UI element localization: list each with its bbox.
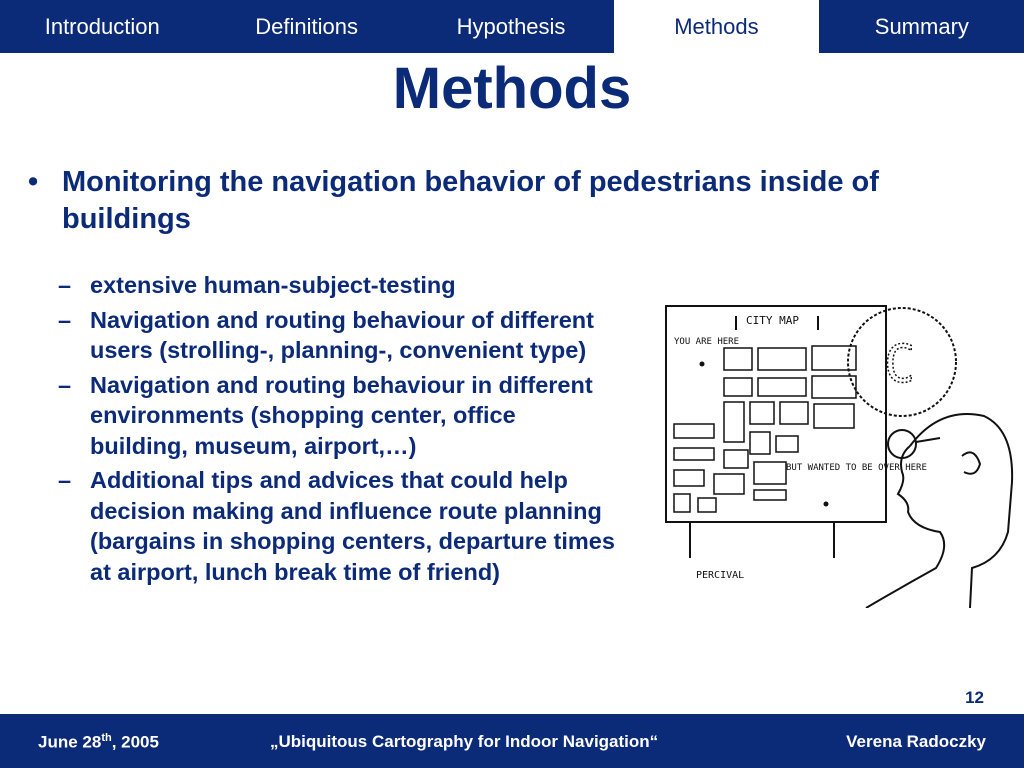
sub-bullet-list (56, 270, 616, 591)
sub-bullet-item (56, 305, 616, 366)
sub-bullet-text: Navigation and routing behaviour in different environments (shopping center, office building, museum, airport,…) (90, 371, 593, 459)
city-map-cartoon (640, 296, 1024, 608)
dash-marker: – (58, 272, 72, 298)
sub-bullet-text: Additional tips and advices that could help decision making and influence route planning (bargains in shopping centers, departure times at airport, lunch break time of friend) (90, 467, 615, 585)
footer-bar (0, 714, 1024, 768)
tab-definitions[interactable]: Definitions (255, 14, 358, 39)
main-bullet (28, 164, 998, 238)
sub-bullet-item (56, 370, 616, 462)
sub-bullet-item (56, 465, 616, 587)
dash-marker: – (58, 371, 72, 398)
sub-bullet-text: Navigation and routing behaviour of different users (strolling-, planning-, convenient type) (90, 306, 594, 363)
you-are-here-label: YOU ARE HERE (674, 337, 740, 347)
tab-introduction[interactable]: Introduction (44, 14, 160, 39)
page-number: 12 (965, 688, 984, 707)
artist-signature: PERCIVAL (696, 570, 745, 581)
top-navigation (0, 0, 1024, 53)
dash-marker: – (58, 306, 72, 333)
big-letter-c: C (884, 335, 916, 395)
main-bullet-text: Monitoring the navigation behavior of pedestrians inside of buildings (62, 166, 879, 235)
but-wanted-label: BUT WANTED TO BE OVER HERE (786, 463, 927, 473)
bullet-marker: • (28, 166, 39, 198)
footer-title: „Ubiquitous Cartography for Indoor Navigation“ (270, 732, 659, 751)
sub-bullet-text: extensive human-subject-testing (90, 272, 456, 298)
slide-title: Methods (392, 56, 632, 121)
tab-summary[interactable]: Summary (874, 14, 969, 39)
dash-marker: – (58, 467, 72, 493)
tab-hypothesis[interactable]: Hypothesis (456, 14, 566, 39)
map-sign-title: CITY MAP (746, 314, 799, 327)
footer-date: June 28th, 2005 (38, 732, 159, 752)
tab-methods[interactable]: Methods (613, 0, 819, 53)
footer-author: Verena Radoczky (846, 732, 986, 751)
sub-bullet-item (56, 270, 616, 301)
